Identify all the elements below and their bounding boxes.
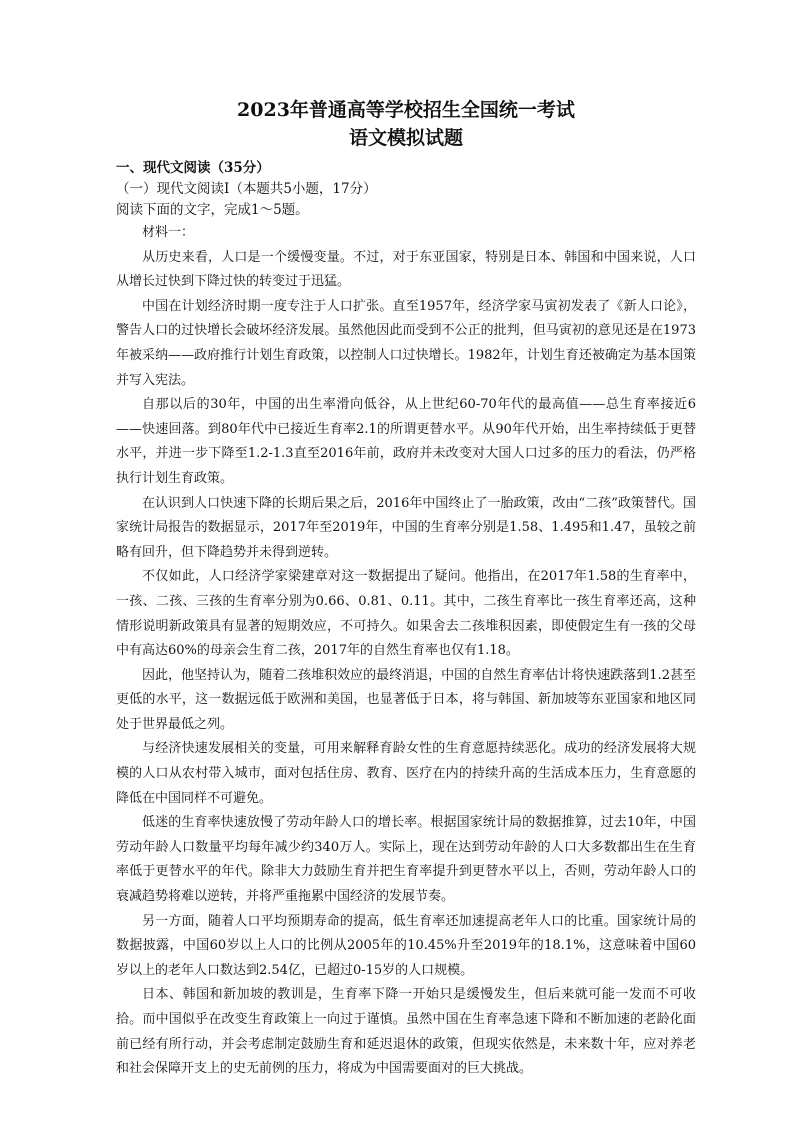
exam-page (116, 96, 696, 1082)
paragraph: 从历史来看，人口是一个缓慢变量。不过，对于东亚国家，特别是日本、韩国和中国来说，人口从增长过快到下降过快的转变过于迅猛。 (116, 249, 696, 290)
exam-title: 2023年普通高等学校招生全国统一考试 (237, 99, 575, 121)
paragraph: 日本、韩国和新加坡的教训是，生育率下降一开始只是缓慢发生，但后来就可能一发而不可收拾。而中国似乎在改变生育政策上一向过于谨慎。虽然中国在生育率急速下降和不断加速的老龄化面前已经有所行动，并会考虑制定鼓励生育和延迟退休的政策，但现实依然是，未来数十年，应对养老和社会保障开支上的史无前例的压力，将成为中国需要面对的巨大挑战。 (116, 987, 696, 1077)
material-label: 材料一： (142, 225, 195, 240)
paragraph: 自那以后的30年，中国的出生率滑向低谷，从上世纪60-70年代的最高值——总生育率接近6——快速回落。到80年代中已接近生育率2.1的所谓更替水平。从90年代开始，出生率持续低于更替水平，并进一步下降至1.2-1.3直至2016年前，政府并未改变对大国人口过多的压力的看法，仍严格执行计划生育政策。 (116, 397, 696, 486)
section-heading: 一、现代文阅读（35分） (116, 160, 270, 176)
reading-instruction: 阅读下面的文字，完成1～5题。 (116, 202, 309, 218)
exam-subtitle: 语文模拟试题 (348, 127, 463, 149)
paragraph: 因此，他坚持认为，随着二孩堆积效应的最终消退，中国的自然生育率估计将快速跌落到1.2甚至更低的水平，这一数据远低于欧洲和美国，也显著低于日本，将与韩国、新加坡等东亚国家和地区同处于世界最低之列。 (116, 667, 696, 732)
paragraph: 中国在计划经济时期一度专注于人口扩张。直至1957年，经济学家马寅初发表了《新人口论》，警告人口的过快增长会破坏经济发展。虽然他因此而受到不公正的批判，但马寅初的意见还是在1973年被采纳——政府推行计划生育政策，以控制人口过快增长。1982年，计划生育还被确定为基本国策并写入宪法。 (116, 298, 696, 388)
paragraph: 与经济快速发展相关的变量，可用来解释育龄女性的生育意愿持续恶化。成功的经济发展将大规模的人口从农村带入城市，面对包括住房、教育、医疗在内的持续升高的生活成本压力，生育意愿的降低在中国同样不可避免。 (116, 741, 696, 806)
paragraph: 另一方面，随着人口平均预期寿命的提高，低生育率还加速提高老年人口的比重。国家统计局的数据披露，中国60岁以上人口的比例从2005年的10.45%升至2019年的18.1%，这意味着中国60岁以上的老年人口数达到2.54亿，已超过0-15岁的人口规模。 (116, 913, 696, 978)
paragraph: 不仅如此，人口经济学家梁建章对这一数据提出了疑问。他指出，在2017年1.58的生育率中，一孩、二孩、三孩的生育率分别为0.66、0.81、0.11。其中，二孩生育率比一孩生育率还高，这种情形说明新政策具有显著的短期效应，不可持久。如果舍去二孩堆积因素，即使假定生有一孩的父母中有高达60%的母亲会生育二孩，2017年的自然生育率也仅有1.18。 (116, 569, 696, 659)
part-heading: （一）现代文阅读Ⅰ（本题共5小题，17分） (116, 181, 377, 197)
paragraph: 低迷的生育率快速放慢了劳动年龄人口的增长率。根据国家统计局的数据推算，过去10年，中国劳动年龄人口数量平均每年减少约340万人。实际上，现在达到劳动年龄的人口大多数都出生在生育率低于更替水平的年代。除非大力鼓励生育并把生育率提升到更替水平以上，否则，劳动年龄人口的衰减趋势将难以逆转，并将严重拖累中国经济的发展节奏。 (116, 815, 696, 905)
paragraph: 在认识到人口快速下降的长期后果之后，2016年中国终止了一胎政策，改由“二孩”政策替代。国家统计局报告的数据显示，2017年至2019年，中国的生育率分别是1.58、1.495和1.47，虽较之前略有回升，但下降趋势并未得到逆转。 (116, 495, 696, 560)
